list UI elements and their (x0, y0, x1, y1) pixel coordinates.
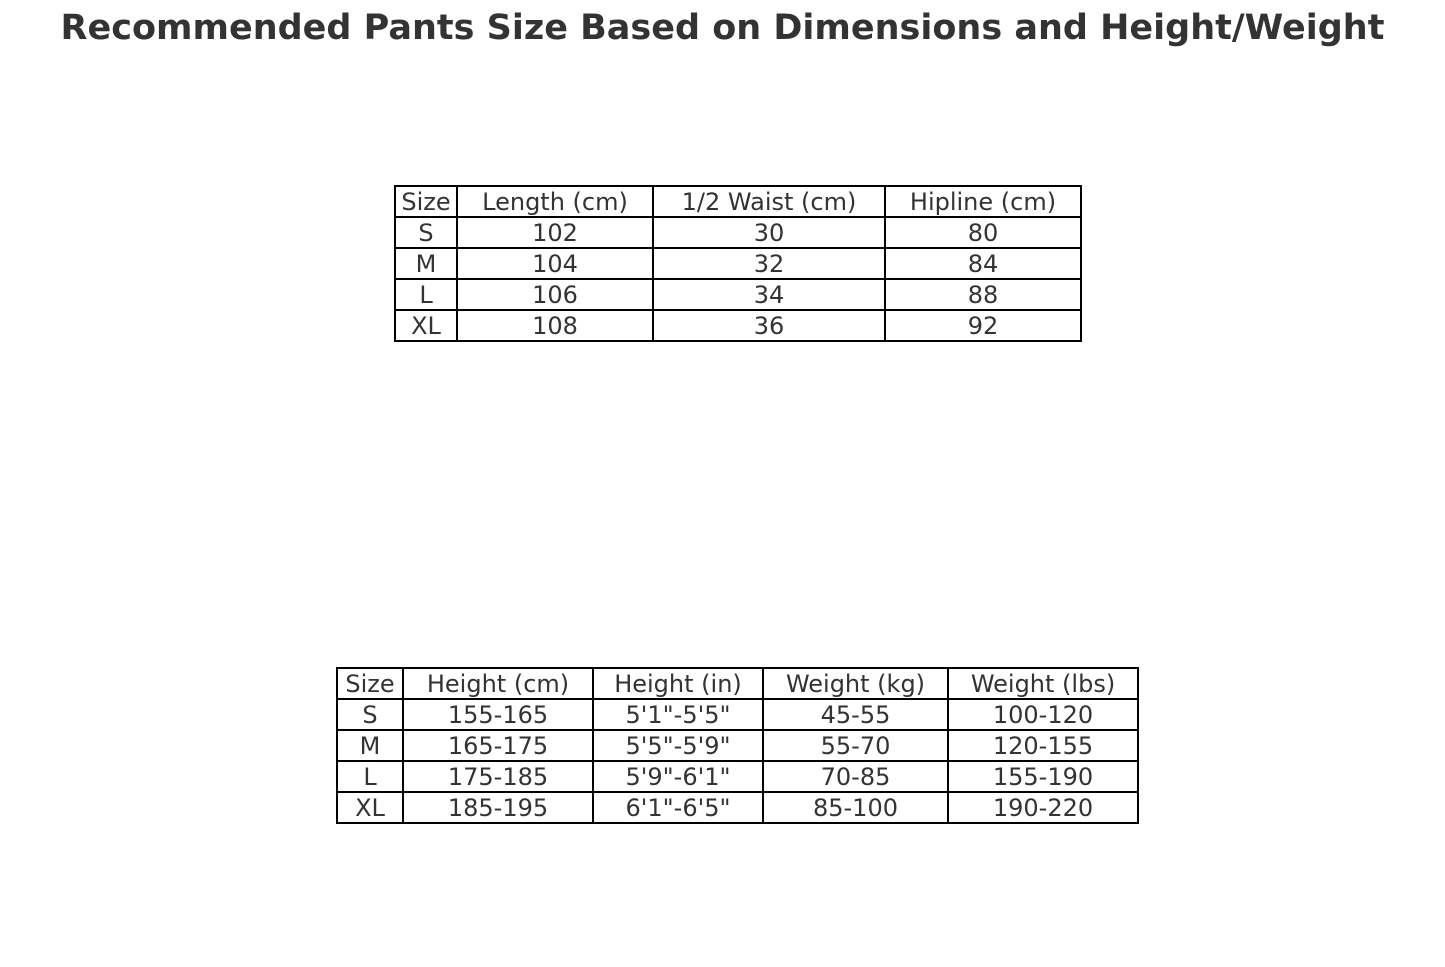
table-cell: 185-195 (403, 792, 593, 823)
table-cell: 36 (653, 310, 885, 341)
header-cell: Size (395, 186, 457, 217)
table-row (395, 310, 1081, 341)
table-cell: 102 (457, 217, 653, 248)
table-cell: 155-190 (948, 761, 1138, 792)
table-cell: 190-220 (948, 792, 1138, 823)
table-cell: 45-55 (763, 699, 948, 730)
table-cell: 104 (457, 248, 653, 279)
table-cell: 88 (885, 279, 1081, 310)
table-cell: M (337, 730, 403, 761)
table-cell: M (395, 248, 457, 279)
figure-title: Recommended Pants Size Based on Dimensions and Height/Weight (60, 8, 1385, 48)
table-row (395, 279, 1081, 310)
table-cell: 165-175 (403, 730, 593, 761)
header-row (337, 668, 1138, 699)
table-cell: 175-185 (403, 761, 593, 792)
table-cell: 30 (653, 217, 885, 248)
table-cell: 108 (457, 310, 653, 341)
table-cell: 106 (457, 279, 653, 310)
table-cell: 55-70 (763, 730, 948, 761)
table-row (337, 730, 1138, 761)
height-weight-table (336, 667, 1139, 824)
table-cell: S (395, 217, 457, 248)
table-cell: 6'1"-6'5" (593, 792, 763, 823)
pants-dimensions-table (394, 185, 1082, 342)
header-cell: Weight (kg) (763, 668, 948, 699)
header-cell: Length (cm) (457, 186, 653, 217)
header-cell: Height (cm) (403, 668, 593, 699)
table-cell: 80 (885, 217, 1081, 248)
table-row (337, 761, 1138, 792)
table-row (337, 699, 1138, 730)
table-cell: 70-85 (763, 761, 948, 792)
header-cell: Height (in) (593, 668, 763, 699)
header-cell: Weight (lbs) (948, 668, 1138, 699)
table-cell: 34 (653, 279, 885, 310)
table-cell: S (337, 699, 403, 730)
table-cell: XL (337, 792, 403, 823)
table-cell: 5'5"-5'9" (593, 730, 763, 761)
table-cell: 100-120 (948, 699, 1138, 730)
table-cell: 32 (653, 248, 885, 279)
header-cell: 1/2 Waist (cm) (653, 186, 885, 217)
header-cell: Hipline (cm) (885, 186, 1081, 217)
table-cell: XL (395, 310, 457, 341)
table-cell: 5'1"-5'5" (593, 699, 763, 730)
table-cell: L (337, 761, 403, 792)
table-cell: 92 (885, 310, 1081, 341)
table-cell: 155-165 (403, 699, 593, 730)
header-row (395, 186, 1081, 217)
header-cell: Size (337, 668, 403, 699)
table-cell: L (395, 279, 457, 310)
table-cell: 85-100 (763, 792, 948, 823)
table-cell: 5'9"-6'1" (593, 761, 763, 792)
table-row (395, 248, 1081, 279)
table-cell: 84 (885, 248, 1081, 279)
table-row (395, 217, 1081, 248)
table-row (337, 792, 1138, 823)
table-cell: 120-155 (948, 730, 1138, 761)
